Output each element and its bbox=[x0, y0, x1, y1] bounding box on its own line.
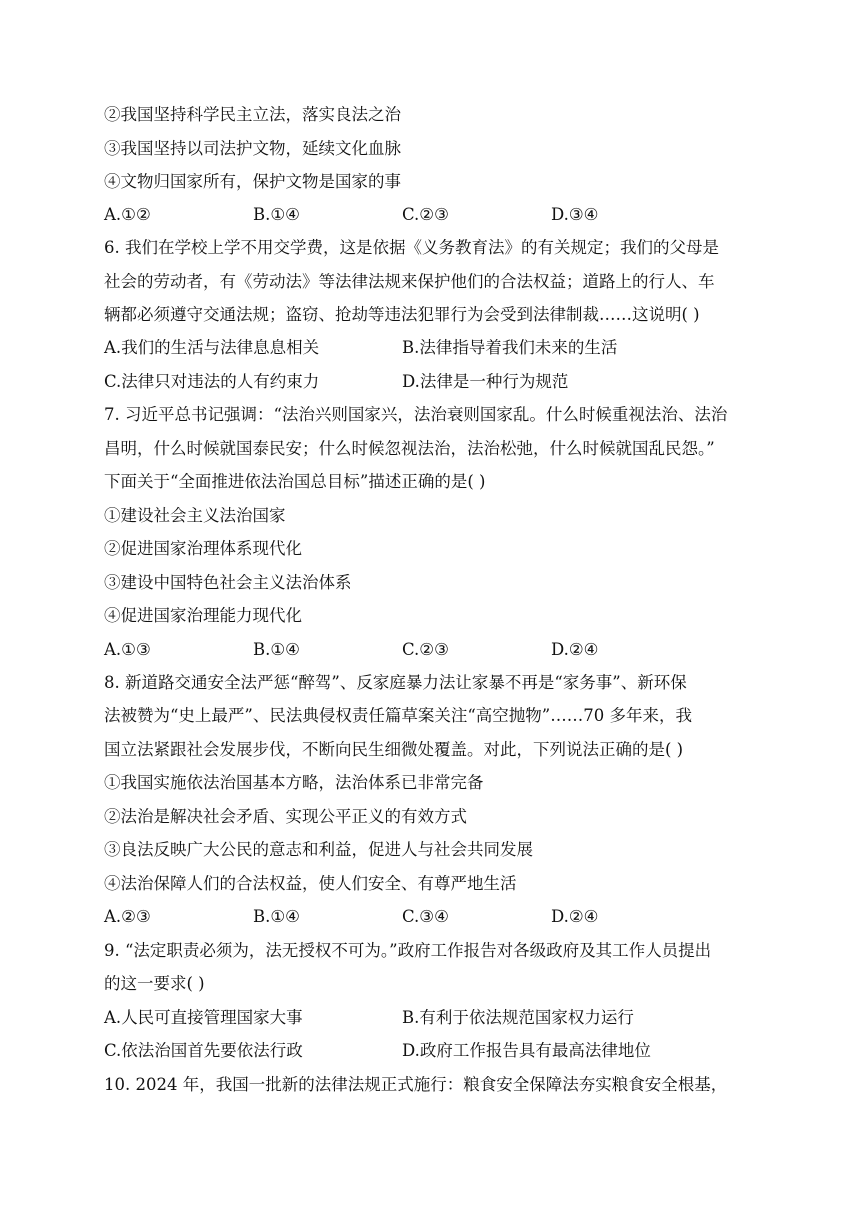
q7-options bbox=[104, 639, 764, 661]
q7-option-c: C.②③ bbox=[402, 640, 449, 659]
q8-option-c: C.③④ bbox=[402, 907, 449, 926]
q6-option-d: D.法律是一种行为规范 bbox=[402, 372, 569, 391]
q7-option-d: D.②④ bbox=[551, 640, 599, 659]
q7-option-b: B.①④ bbox=[253, 640, 300, 659]
q9-option-c: C.依法治国首先要依法行政 bbox=[104, 1041, 303, 1060]
q8-stem-line-1: 8. 新道路交通安全法严惩“醉驾”、反家庭暴力法让家暴不再是“家务事”、新环保 bbox=[104, 673, 687, 692]
q9-options-row-2 bbox=[104, 1040, 764, 1062]
q8-option-a: A.②③ bbox=[104, 907, 151, 926]
q5-option-d: D.③④ bbox=[551, 205, 599, 224]
q7-item-2: ②促进国家治理体系现代化 bbox=[104, 539, 302, 558]
q6-option-a: A.我们的生活与法律息息相关 bbox=[104, 338, 320, 357]
q5-option-b: B.①④ bbox=[253, 205, 300, 224]
q10-stem-line-1: 10. 2024 年，我国一批新的法律法规正式施行：粮食安全保障法夯实粮食安全根基， bbox=[104, 1075, 728, 1094]
q9-stem-line-2: 的这一要求( ) bbox=[104, 974, 205, 993]
q9-option-a: A.人民可直接管理国家大事 bbox=[104, 1008, 303, 1027]
q8-stem-line-3: 国立法紧跟社会发展步伐，不断向民生细微处覆盖。对此，下列说法正确的是( ) bbox=[104, 740, 684, 759]
q5-option-a: A.①② bbox=[104, 205, 151, 224]
q5-item-3: ③我国坚持以司法护文物，延续文化血脉 bbox=[104, 139, 401, 158]
q5-options bbox=[104, 204, 764, 226]
q7-stem-line-3: 下面关于“全面推进依法治国总目标”描述正确的是( ) bbox=[104, 472, 486, 491]
q8-option-b: B.①④ bbox=[253, 907, 300, 926]
q6-stem-line-1: 6. 我们在学校上学不用交学费，这是依据《义务教育法》的有关规定；我们的父母是 bbox=[104, 238, 719, 257]
q7-option-a: A.①③ bbox=[104, 640, 151, 659]
q8-option-d: D.②④ bbox=[551, 907, 599, 926]
q6-options-row-2 bbox=[104, 371, 764, 393]
q7-item-3: ③建设中国特色社会主义法治体系 bbox=[104, 573, 352, 592]
q7-stem-line-1: 7. 习近平总书记强调：“法治兴则国家兴，法治衰则国家乱。什么时候重视法治、法治 bbox=[104, 405, 728, 424]
q8-item-4: ④法治保障人们的合法权益，使人们安全、有尊严地生活 bbox=[104, 874, 517, 893]
q7-item-1: ①建设社会主义法治国家 bbox=[104, 506, 286, 525]
q9-option-b: B.有利于依法规范国家权力运行 bbox=[402, 1008, 634, 1027]
q5-item-4: ④文物归国家所有，保护文物是国家的事 bbox=[104, 172, 401, 191]
q6-options-row-1 bbox=[104, 337, 764, 359]
q5-item-2: ②我国坚持科学民主立法，落实良法之治 bbox=[104, 105, 401, 124]
q7-stem-line-2: 昌明，什么时候就国泰民安；什么时候忽视法治，法治松弛，什么时候就国乱民怨。” bbox=[104, 439, 715, 458]
q9-option-d: D.政府工作报告具有最高法律地位 bbox=[402, 1041, 651, 1060]
q8-item-3: ③良法反映广大公民的意志和利益，促进人与社会共同发展 bbox=[104, 840, 533, 859]
q5-option-c: C.②③ bbox=[402, 205, 449, 224]
q6-option-b: B.法律指导着我们未来的生活 bbox=[402, 338, 618, 357]
q6-stem-line-2: 社会的劳动者，有《劳动法》等法律法规来保护他们的合法权益；道路上的行人、车 bbox=[104, 272, 715, 291]
q9-stem-line-1: 9. “法定职责必须为，法无授权不可为。”政府工作报告对各级政府及其工作人员提出 bbox=[104, 941, 712, 960]
q8-options bbox=[104, 906, 764, 928]
q8-item-2: ②法治是解决社会矛盾、实现公平正义的有效方式 bbox=[104, 807, 467, 826]
q8-stem-line-2: 法被赞为“史上最严”、民法典侵权责任篇草案关注“高空抛物”……70 多年来，我 bbox=[104, 706, 692, 725]
q6-stem-line-3: 辆都必须遵守交通法规；盗窃、抢劫等违法犯罪行为会受到法律制裁……这说明( ) bbox=[104, 305, 700, 324]
q6-option-c: C.法律只对违法的人有约束力 bbox=[104, 372, 320, 391]
q9-options-row-1 bbox=[104, 1007, 764, 1029]
q8-item-1: ①我国实施依法治国基本方略，法治体系已非常完备 bbox=[104, 773, 484, 792]
q7-item-4: ④促进国家治理能力现代化 bbox=[104, 606, 302, 625]
